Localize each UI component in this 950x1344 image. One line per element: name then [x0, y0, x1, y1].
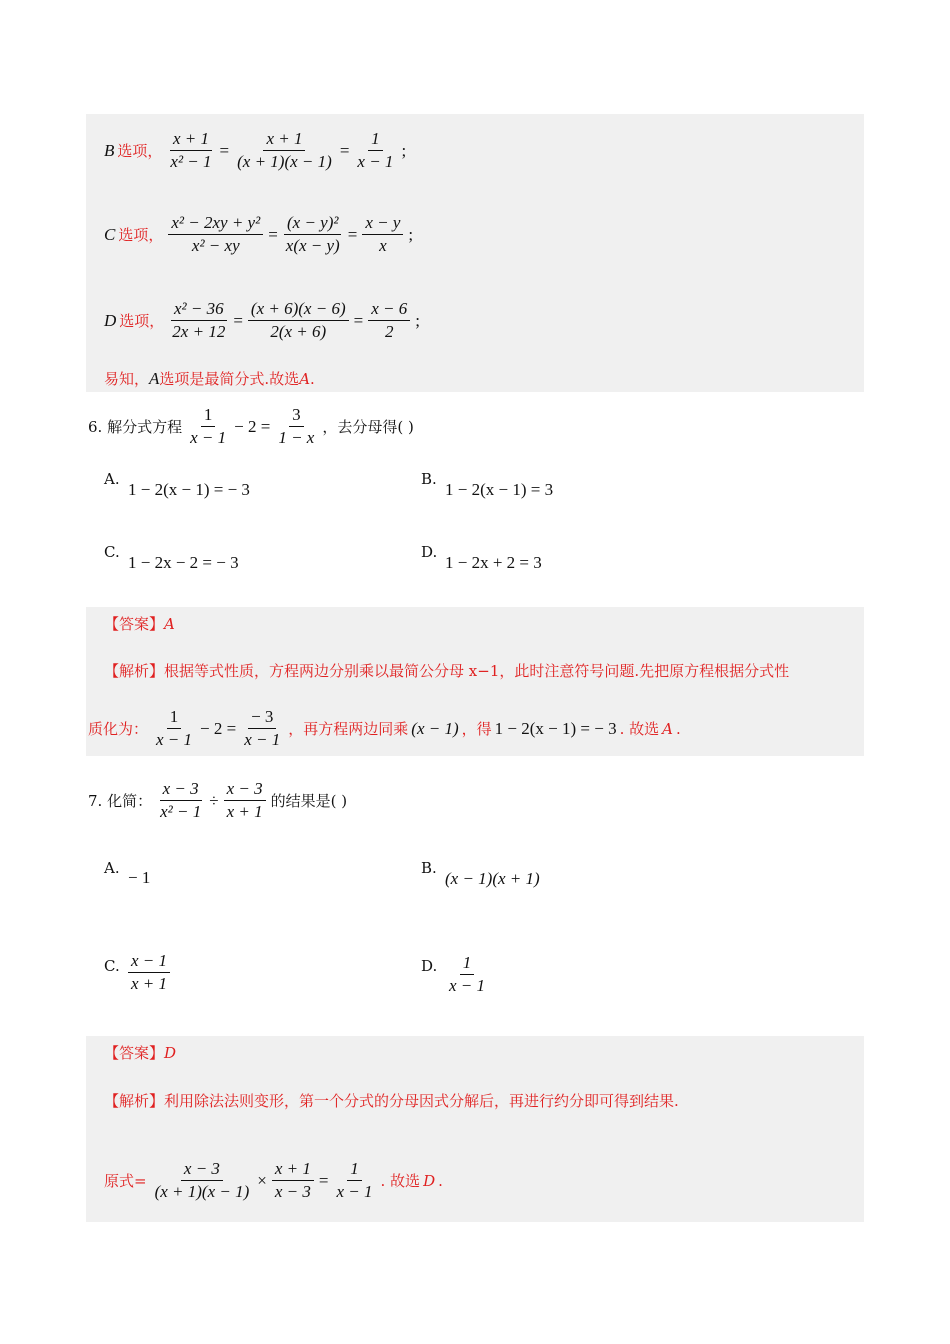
q6-option-a[interactable]: A.: [104, 470, 120, 488]
option-c-frac3: $\frac{x - y}{x}$: [362, 212, 403, 257]
option-b-label: B: [104, 140, 115, 160]
q7-option-b-expr: (x − 1)(x + 1): [445, 869, 540, 888]
q7-final-frac3: $\frac{1}{x - 1}$: [336, 1159, 373, 1201]
q5-conclusion: 易知，A选项是最简分式.故选A.: [104, 369, 315, 388]
question-7-stem: 7. 化简： $\frac{x - 3}{\text{x² − 1}}$ ÷ $\frac{x - 3}{x + 1}$ 的结果是( ): [88, 779, 348, 821]
option-d-frac3: $\frac{x - 6}{2}$: [368, 298, 410, 343]
option-d-frac2: $\frac{(x + 6)(x - 6)}{2(x + 6)}$: [248, 298, 349, 343]
q7-answer: 【答案】D: [104, 1044, 177, 1062]
q7-option-b[interactable]: B.: [421, 859, 437, 877]
q6-option-a-expr: 1 − 2(x − 1) = − 3: [128, 480, 250, 499]
q7-analysis: 【解析】利用除法法则变形，第一个分式的分母因式分解后，再进行约分即可得到结果.: [104, 1092, 679, 1110]
option-b-line: B 选项， $\frac{x + 1}{\text{x² − 1}}$ = $\frac{x + 1}{(x + 1)(x - 1)}$ = $\frac{1}{x - 1}$ ;: [104, 129, 407, 171]
option-d-frac1: $\frac{\text{x² − 36}}{2x + 12}$: [172, 299, 226, 341]
q7-option-a[interactable]: A.: [104, 859, 120, 877]
option-c-label: C: [104, 224, 116, 244]
option-c-frac1: $\frac{\text{x² − 2xy + y²}}{\text{x² − xy}}$: [168, 212, 263, 257]
option-b-frac2: $\frac{x + 1}{(x + 1)(x - 1)}$: [237, 129, 332, 171]
q7-option-d-expr: $\frac{1}{x - 1}$: [449, 953, 486, 995]
q7-option-a-expr: − 1: [128, 868, 151, 887]
q6-analysis-line1: 【解析】根据等式性质，方程两边分别乘以最简公分母 x−1，此时注意符号问题.先把原方程根据分式性: [104, 662, 790, 680]
q6-analysis-frac2: $\frac{- 3}{x - 1}$: [244, 707, 281, 749]
q6-option-c-expr: 1 − 2x − 2 = − 3: [128, 553, 239, 572]
q6-analysis-frac1: $\frac{1}{x - 1}$: [156, 707, 193, 749]
q6-option-c[interactable]: C.: [104, 543, 120, 561]
option-b-frac3: $\frac{1}{x - 1}$: [357, 129, 394, 171]
question-6-stem: 6. 解分式方程 $\frac{1}{x - 1}$ − 2 = $\frac{3}{1 - x}$ ，去分母得( ): [88, 405, 414, 447]
q6-analysis-line2: 质化为： $\frac{1}{x - 1}$ − 2 = $\frac{- 3}{x - 1}$ ，再方程两边同乘 (x − 1) ，得 1 − 2(x − 1) = − 3 . 故选 A .: [88, 707, 681, 749]
option-d-text: 选项，: [119, 312, 165, 330]
q7-final: 原式= $\frac{x - 3}{(x + 1)(x - 1)}$ × $\frac{x + 1}{x - 3}$ = $\frac{1}{x - 1}$ . 故选 D .: [104, 1159, 443, 1201]
q7-frac-1: $\frac{x - 3}{\text{x² − 1}}$: [160, 779, 202, 821]
option-b-text: 选项，: [117, 142, 163, 160]
q7-final-frac1: $\frac{x - 3}{(x + 1)(x - 1)}$: [154, 1159, 250, 1201]
q7-option-d[interactable]: D.: [421, 957, 438, 975]
option-c-frac2: $\frac{\text{(x − y)²}}{x(x - y)}$: [285, 213, 340, 255]
q6-frac-left: $\frac{1}{x - 1}$: [190, 405, 227, 447]
option-c-text: 选项，: [118, 226, 164, 244]
option-d-line: D 选项， $\frac{\text{x² − 36}}{2x + 12}$ = $\frac{(x + 6)(x - 6)}{2(x + 6)}$ = $\frac{x - 6}{2}$ ;: [104, 299, 420, 341]
option-c-line: C 选项， $\frac{\text{x² − 2xy + y²}}{\text{x² − xy}}$ = $\frac{\text{(x − y)²}}{x(x - y)}$ = $\frac{x - y}{x}$ ;: [104, 213, 414, 255]
q6-option-d[interactable]: D.: [421, 543, 438, 561]
q7-frac-2: $\frac{x - 3}{x + 1}$: [224, 778, 266, 823]
q6-frac-right: $\frac{3}{1 - x}$: [278, 405, 315, 447]
q7-final-frac2: $\frac{x + 1}{x - 3}$: [272, 1158, 314, 1203]
option-d-label: D: [104, 310, 117, 330]
q6-answer: 【答案】A: [104, 615, 175, 633]
q7-option-c-expr: $\frac{x - 1}{x + 1}$: [126, 950, 172, 995]
q7-option-c[interactable]: C.: [104, 957, 120, 975]
q6-option-b-expr: 1 − 2(x − 1) = 3: [445, 480, 554, 499]
q6-option-d-expr: 1 − 2x + 2 = 3: [445, 553, 542, 572]
option-b-frac1: $\frac{x + 1}{\text{x² − 1}}$: [170, 129, 212, 171]
q6-option-b[interactable]: B.: [421, 470, 437, 488]
